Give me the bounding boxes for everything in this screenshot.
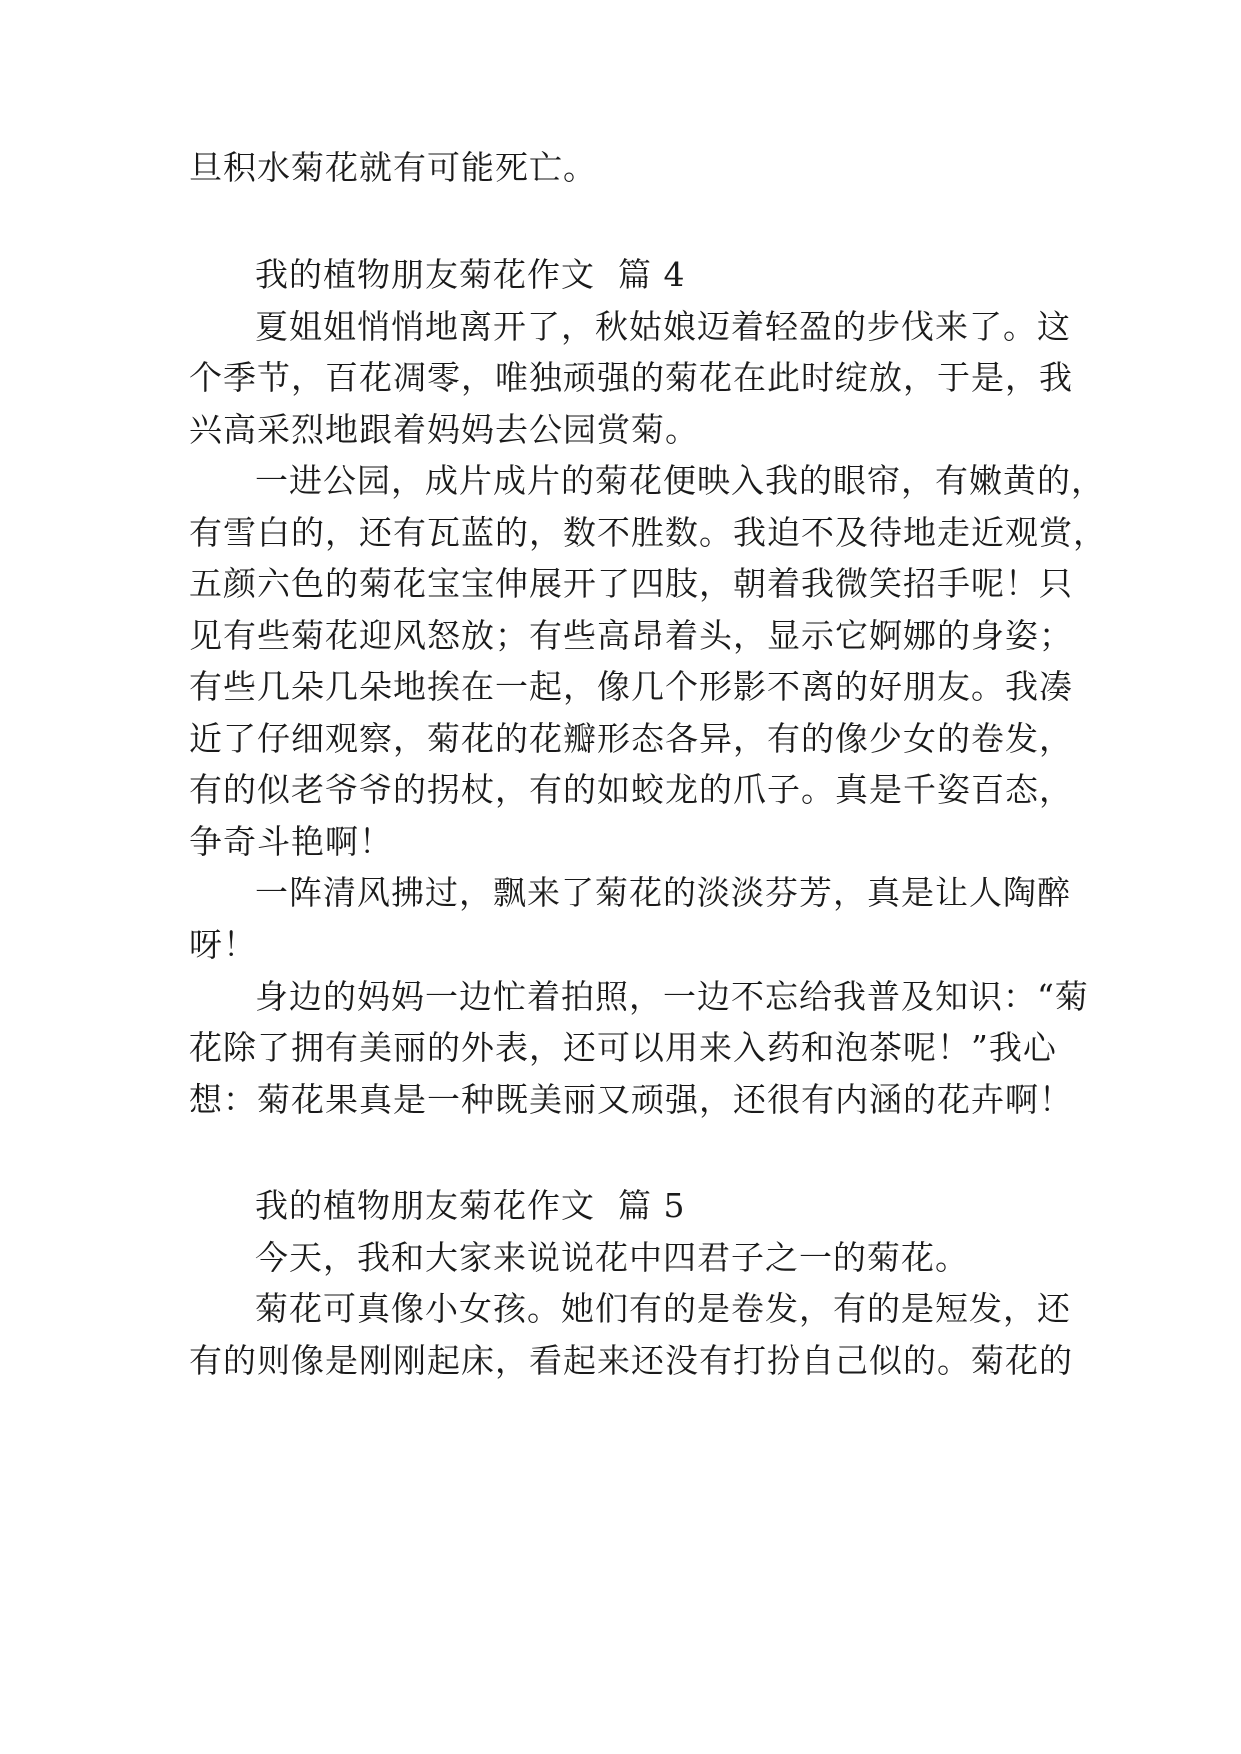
text-line: 菊花可真像小女孩。她们有的是卷发，有的是短发，还 [255, 1289, 1071, 1328]
text-line: 有些几朵几朵地挨在一起，像几个形影不离的好朋友。我凑 [189, 667, 1073, 706]
text-line: 夏姐姐悄悄地离开了，秋姑娘迈着轻盈的步伐来了。这 [255, 307, 1071, 346]
section-heading: 我的植物朋友菊花作文 篇 4 [255, 255, 686, 294]
text-line: 有的似老爷爷的拐杖，有的如蛟龙的爪子。真是千姿百态， [189, 770, 1073, 809]
text-line: 一阵清风拂过，飘来了菊花的淡淡芬芳，真是让人陶醉 [255, 873, 1071, 912]
text-line: 想：菊花果真是一种既美丽又顽强，还很有内涵的花卉啊！ [189, 1080, 1073, 1119]
text-line: 个季节，百花凋零，唯独顽强的菊花在此时绽放，于是，我 [189, 358, 1073, 397]
text-line: 见有些菊花迎风怒放；有些高昂着头，显示它婀娜的身姿； [189, 616, 1073, 655]
text-line: 旦积水菊花就有可能死亡。 [189, 148, 597, 187]
text-line: 争奇斗艳啊！ [189, 822, 393, 861]
text-line: 五颜六色的菊花宝宝伸展开了四肢，朝着我微笑招手呢！只 [189, 564, 1073, 603]
text-line: 有的则像是刚刚起床，看起来还没有打扮自己似的。菊花的 [189, 1341, 1073, 1380]
text-line: 近了仔细观察，菊花的花瓣形态各异，有的像少女的卷发， [189, 719, 1073, 758]
text-line: 花除了拥有美丽的外表，还可以用来入药和泡茶呢！”我心 [189, 1028, 1057, 1067]
text-line: 一进公园，成片成片的菊花便映入我的眼帘，有嫩黄的， [255, 461, 1105, 500]
text-line: 今天，我和大家来说说花中四君子之一的菊花。 [255, 1238, 969, 1277]
text-line: 有雪白的，还有瓦蓝的，数不胜数。我迫不及待地走近观赏， [189, 513, 1107, 552]
text-line: 兴高采烈地跟着妈妈去公园赏菊。 [189, 410, 699, 449]
text-line: 呀！ [189, 925, 257, 964]
text-line: 身边的妈妈一边忙着拍照，一边不忘给我普及知识：“菊 [255, 977, 1089, 1016]
section-heading: 我的植物朋友菊花作文 篇 5 [255, 1186, 686, 1225]
